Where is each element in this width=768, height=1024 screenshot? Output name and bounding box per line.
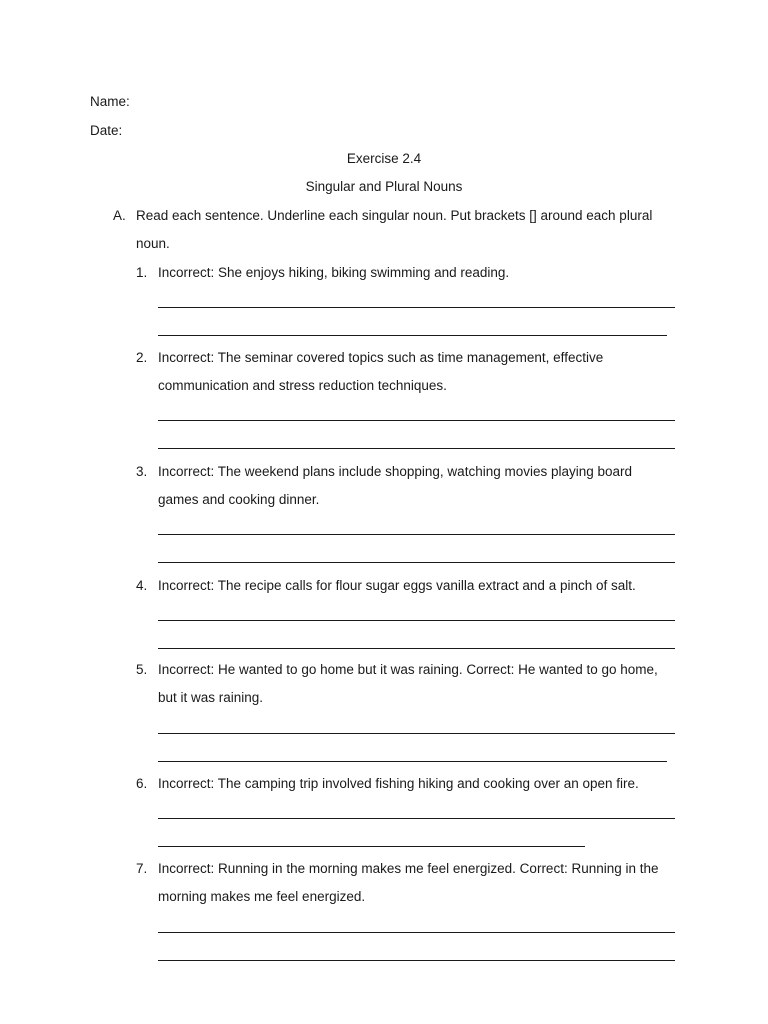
exercise-title: Exercise 2.4 [346, 151, 422, 166]
item-number: 1. [136, 265, 148, 280]
answer-line[interactable] [158, 420, 675, 421]
answer-line[interactable] [158, 448, 675, 449]
item-number: 3. [136, 464, 148, 479]
item-number: 5. [136, 662, 148, 677]
answer-line[interactable] [158, 761, 667, 762]
date-label: Date: [90, 123, 123, 138]
section-instruction: Read each sentence. Underline each singular noun. Put brackets [] around each plural [136, 208, 653, 223]
answer-line[interactable] [158, 846, 585, 847]
item-text-continued: but it was raining. [158, 690, 264, 705]
item-text-continued: games and cooking dinner. [158, 492, 320, 507]
answer-line[interactable] [158, 534, 675, 535]
item-number: 4. [136, 578, 148, 593]
item-text: Incorrect: She enjoys hiking, biking swimming and reading. [158, 265, 510, 280]
item-text-continued: communication and stress reduction techniques. [158, 378, 447, 393]
item-text: Incorrect: The recipe calls for flour sugar eggs vanilla extract and a pinch of salt. [158, 578, 636, 593]
item-text: Incorrect: The camping trip involved fishing hiking and cooking over an open fire. [158, 776, 639, 791]
item-text: Incorrect: The seminar covered topics such as time management, effective [158, 350, 604, 365]
name-label: Name: [90, 94, 130, 109]
item-number: 7. [136, 861, 148, 876]
item-text-continued: morning makes me feel energized. [158, 889, 366, 904]
item-text: Incorrect: He wanted to go home but it was raining. Correct: He wanted to go home, [158, 662, 658, 677]
item-number: 2. [136, 350, 148, 365]
item-text: Incorrect: Running in the morning makes me feel energized. Correct: Running in the [158, 861, 659, 876]
answer-line[interactable] [158, 960, 675, 961]
answer-line[interactable] [158, 307, 675, 308]
answer-line[interactable] [158, 562, 675, 563]
answer-line[interactable] [158, 733, 675, 734]
section-instruction-continued: noun. [136, 236, 170, 251]
answer-line[interactable] [158, 620, 675, 621]
item-text: Incorrect: The weekend plans include shopping, watching movies playing board [158, 464, 633, 479]
item-number: 6. [136, 776, 148, 791]
answer-line[interactable] [158, 335, 667, 336]
answer-line[interactable] [158, 932, 675, 933]
answer-line[interactable] [158, 818, 675, 819]
answer-line[interactable] [158, 648, 675, 649]
section-marker: A. [113, 208, 126, 223]
exercise-subtitle: Singular and Plural Nouns [305, 179, 463, 194]
